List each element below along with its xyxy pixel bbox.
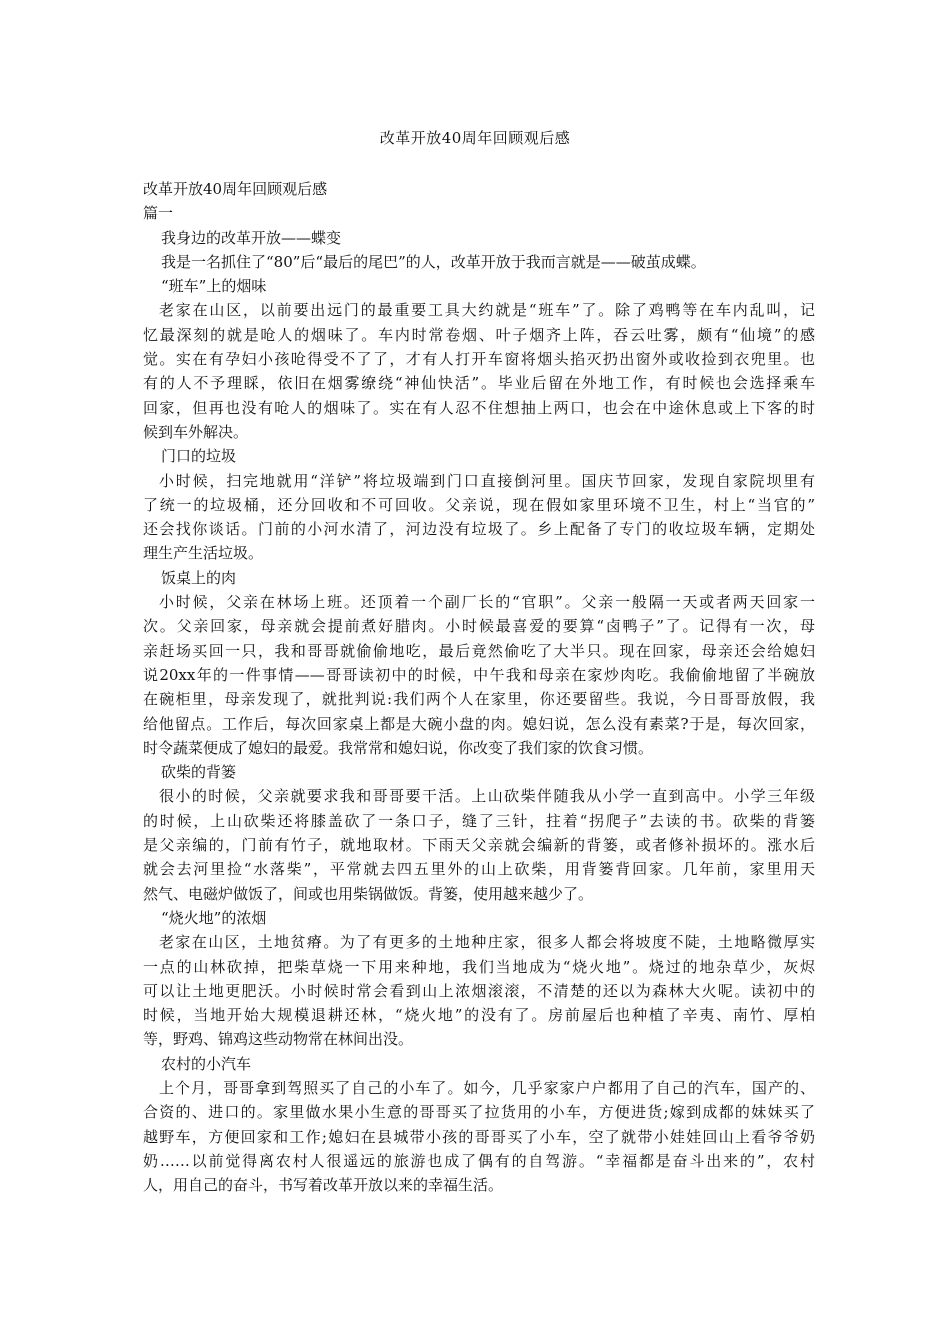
subheading: “班车”上的烟味 bbox=[161, 277, 267, 296]
section-label: 篇一 bbox=[143, 204, 174, 223]
document-body bbox=[143, 177, 815, 1197]
paragraph-line: 有的人不予理睬，依旧在烟雾缭绕“神仙快活”。毕业后留在外地工作，有时候也会选择乘车 bbox=[143, 374, 815, 393]
paragraph-line: 小时候，扫完地就用“洋铲”将垃圾端到门口直接倒河里。国庆节回家，发现自家院坝里有 bbox=[159, 471, 815, 490]
paragraph-line: 觉。实在有孕妇小孩呛得受不了了，才有人打开车窗将烟头掐灭扔出窗外或收捡到衣兜里。也 bbox=[143, 350, 815, 369]
paragraph-line: 回家，但再也没有呛人的烟味了。实在有人忍不住想抽上两口，也会在中途休息或上下客的时 bbox=[143, 398, 815, 417]
paragraph-line: 在碗柜里，母亲发现了，就批判说:我们两个人在家里，你还要留些。我说，今日哥哥放假，我 bbox=[143, 690, 815, 709]
paragraph-line: 等，野鸡、锦鸡这些动物常在林间出没。 bbox=[143, 1030, 414, 1049]
paragraph-line: 很小的时候，父亲就要求我和哥哥要干活。上山砍柴伴随我从小学一直到高中。小学三年级 bbox=[159, 787, 815, 806]
paragraph-line: 亲赶场买回一只，我和哥哥就偷偷地吃，最后竟然偷吃了大半只。现在回家，母亲还会给媳妇 bbox=[143, 641, 815, 660]
paragraph-line: 说20xx年的一件事情——哥哥读初中的时候，中午我和母亲在家炒肉吃。我偷偷地留了半碗放 bbox=[143, 665, 815, 684]
paragraph-line: 给他留点。工作后，每次回家桌上都是大碗小盘的肉。媳妇说，怎么没有素菜?于是，每次回家， bbox=[143, 714, 815, 733]
subheading: 饭桌上的肉 bbox=[161, 568, 237, 587]
paragraph-line: 老家在山区，以前要出远门的最重要工具大约就是“班车”了。除了鸡鸭等在车内乱叫，记 bbox=[159, 301, 815, 320]
paragraph-line: 时候，当地开始大规模退耕还林，“烧火地”的没有了。房前屋后也种植了辛夷、南竹、厚柏 bbox=[143, 1006, 815, 1025]
paragraph-line: 人，用自己的奋斗，书写着改革开放以来的幸福生活。 bbox=[143, 1176, 504, 1195]
paragraph-line: 奶……以前觉得离农村人很遥远的旅游也成了偶有的自驾游。“幸福都是奋斗出来的”，农村 bbox=[143, 1151, 815, 1170]
subheading: 砍柴的背篓 bbox=[161, 763, 237, 782]
paragraph-line: 合资的、进口的。家里做水果小生意的哥哥买了拉货用的小车，方便进货;嫁到成都的妹妹买了 bbox=[143, 1103, 815, 1122]
page-title: 改革开放40周年回顾观后感 bbox=[379, 129, 571, 147]
paragraph-line: 就会去河里捡“水落柴”，平常就去四五里外的山上砍柴，用背篓背回家。几年前，家里用天 bbox=[143, 860, 815, 879]
paragraph-line: 次。父亲回家，母亲就会提前煮好腊肉。小时候最喜爱的要算“卤鸭子”了。记得有一次，母 bbox=[143, 617, 815, 636]
paragraph-line: 的时候，上山砍柴还将膝盖砍了一条口子，缝了三针，拄着“拐爬子”去读的书。砍柴的背篓 bbox=[143, 811, 815, 830]
subheading: 农村的小汽车 bbox=[161, 1054, 252, 1073]
paragraph-line: 我是一名抓住了“80”后“最后的尾巴”的人，改革开放于我而言就是——破茧成蝶。 bbox=[161, 252, 706, 271]
paragraph-line: 老家在山区，土地贫瘠。为了有更多的土地种庄家，很多人都会将坡度不陡，土地略微厚实 bbox=[159, 933, 815, 952]
paragraph-line: 越野车，方便回家和工作;媳妇在县城带小孩的哥哥买了小车，空了就带小娃娃回山上看爷爷奶 bbox=[143, 1127, 815, 1146]
paragraph-line: 了统一的垃圾桶，还分回收和不可回收。父亲说，现在假如家里环境不卫生，村上“当官的” bbox=[143, 495, 815, 514]
paragraph-line: 可以让土地更肥沃。小时候时常会看到山上浓烟滚滚，不清楚的还以为森林大火呢。读初中的 bbox=[143, 981, 815, 1000]
paragraph-line: 忆最深刻的就是呛人的烟味了。车内时常卷烟、叶子烟齐上阵，吞云吐雾，颇有“仙境”的感 bbox=[143, 325, 815, 344]
essay-title: 我身边的改革开放——蝶变 bbox=[161, 228, 342, 247]
paragraph-line: 然气、电磁炉做饭了，间或也用柴锅做饭。背篓，使用越来越少了。 bbox=[143, 884, 594, 903]
paragraph-line: 一点的山林砍掉，把柴草烧一下用来种地，我们当地成为“烧火地”。烧过的地杂草少，灰烬 bbox=[143, 957, 815, 976]
paragraph-line: 候到车外解决。 bbox=[143, 422, 249, 441]
paragraph-line: 理生产生活垃圾。 bbox=[143, 544, 264, 563]
paragraph-line: 还会找你谈话。门前的小河水清了，河边没有垃圾了。乡上配备了专门的收垃圾车辆，定期处 bbox=[143, 520, 815, 539]
paragraph-line: 小时候，父亲在林场上班。还顶着一个副厂长的“官职”。父亲一般隔一天或者两天回家一 bbox=[159, 593, 815, 612]
subheading: “烧火地”的浓烟 bbox=[161, 908, 267, 927]
paragraph-line: 时令蔬菜便成了媳妇的最爱。我常常和媳妇说，你改变了我们家的饮食习惯。 bbox=[143, 738, 654, 757]
subheading: 门口的垃圾 bbox=[161, 447, 237, 466]
paragraph-line: 是父亲编的，门前有竹子，就地取材。下雨天父亲就会编新的背篓，或者修补损坏的。涨水后 bbox=[143, 836, 815, 855]
paragraph-line: 上个月，哥哥拿到驾照买了自己的小车了。如今，几乎家家户户都用了自己的汽车，国产的、 bbox=[159, 1078, 815, 1097]
body-heading: 改革开放40周年回顾观后感 bbox=[143, 180, 328, 198]
